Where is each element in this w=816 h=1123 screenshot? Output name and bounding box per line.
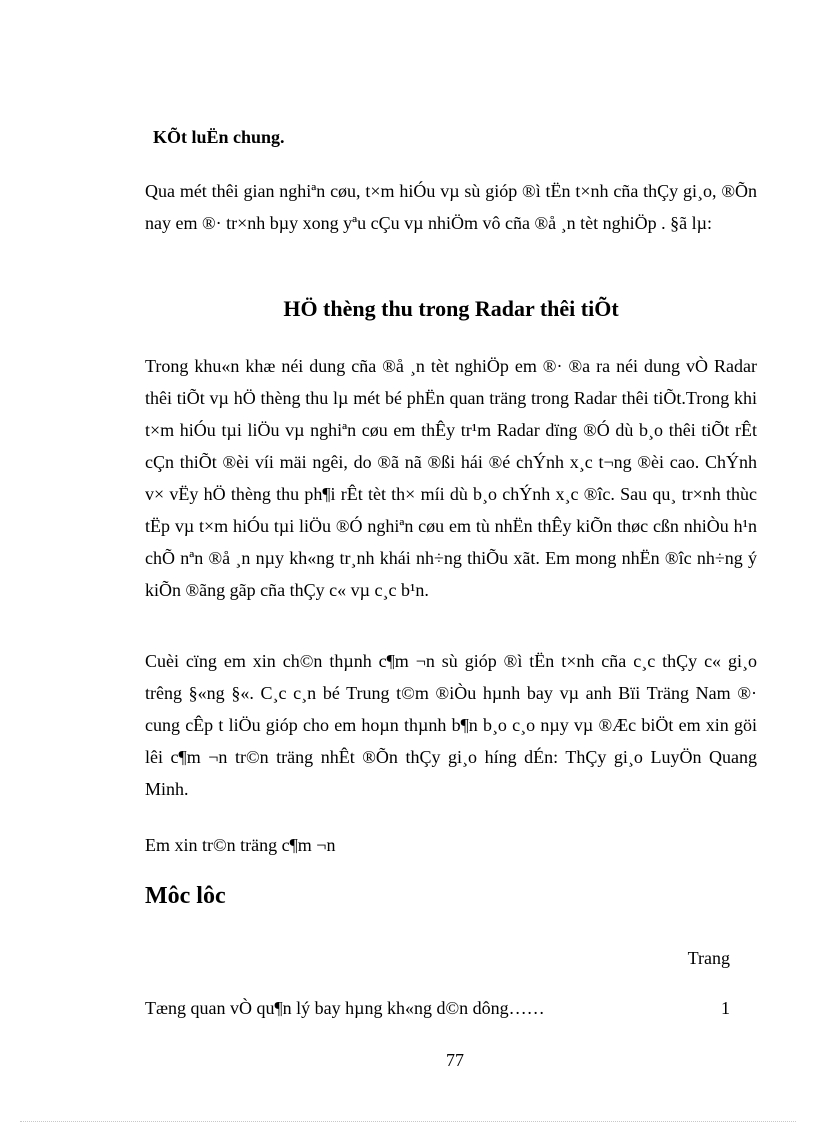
closing-line: Em xin tr©n träng c¶m ¬n [145,835,336,855]
summary-paragraph: Trong khu«n khæ néi dung cña ®å ¸n tèt nghiÖp em ®· ®a ra néi dung vÒ Radar thêi tiÕt vµ hÖ thèng thu lµ mét bé phËn quan träng trong Radar thêi tiÕt.Trong khi t×m hiÓu tµi liÖu vµ nghiªn cøu em thÊy tr¹m Radar dïng ®Ó dù b¸o thêi tiÕt rÊt cÇn thiÕt ®èi víi mäi ngêi, do ®ã nã ®ßi hái ®é chÝnh x¸c t¬ng ®èi cao. ChÝnh v× vËy hÖ thèng thu ph¶i rÊt tèt th× míi dù b¸o chÝnh x¸c ®îc. Sau qu¸ tr×nh thùc tËp vµ t×m hiÓu tµi liÖu ®Ó nghiªn cøu em tù nhËn thÊy kiÕn thøc cßn nhiÒu h¹n chÕ nªn ®å ¸n nµy kh«ng tr¸nh khái nh÷ng thiÕu xãt. Em mong nhËn ®îc nh÷ng ý kiÕn ®ãng gãp cña thÇy c« vµ c¸c b¹n. [145,356,757,600]
thesis-title: HÖ thèng thu trong Radar thêi tiÕt [283,296,619,321]
toc-entry-title: Tæng quan vÒ qu¶n lý bay hµng kh«ng d©n dông…… [145,998,545,1018]
acknowledgement-paragraph: Cuèi cïng em xin ch©n thµnh c¶m ¬n sù gióp ®ì tËn t×nh cña c¸c thÇy c« gi¸o trêng §«ng §«. C¸c c¸n bé Trung t©m ®iÒu hµnh bay vµ anh Bïi Träng Nam ®· cung cÊp t liÖu gióp cho em hoµn thµnh b¶n b¸o c¸o nµy vµ ®Æc biÖt em xin göi lêi c¶m ¬n tr©n träng nhÊt ®Õn thÇy gi¸o híng dÉn: ThÇy gi¸o LuyÖn Quang Minh. [145,651,757,799]
toc-entry-page: 1 [721,998,730,1018]
page-number: 77 [446,1050,464,1070]
conclusion-heading: KÕt luËn chung. [153,127,285,147]
toc-page-column-label: Trang [687,948,730,968]
intro-paragraph: Qua mét thêi gian nghiªn cøu, t×m hiÓu vµ sù gióp ®ì tËn t×nh cña thÇy gi¸o, ®Õn nay em ®· tr×nh bµy xong yªu cÇu vµ nhiÖm vô cña ®å ¸n tèt nghiÖp . §ã lµ: [145,181,757,233]
page-bottom-divider [20,1121,796,1122]
toc-heading: Môc lôc [145,883,226,909]
toc-entry [145,998,730,1019]
